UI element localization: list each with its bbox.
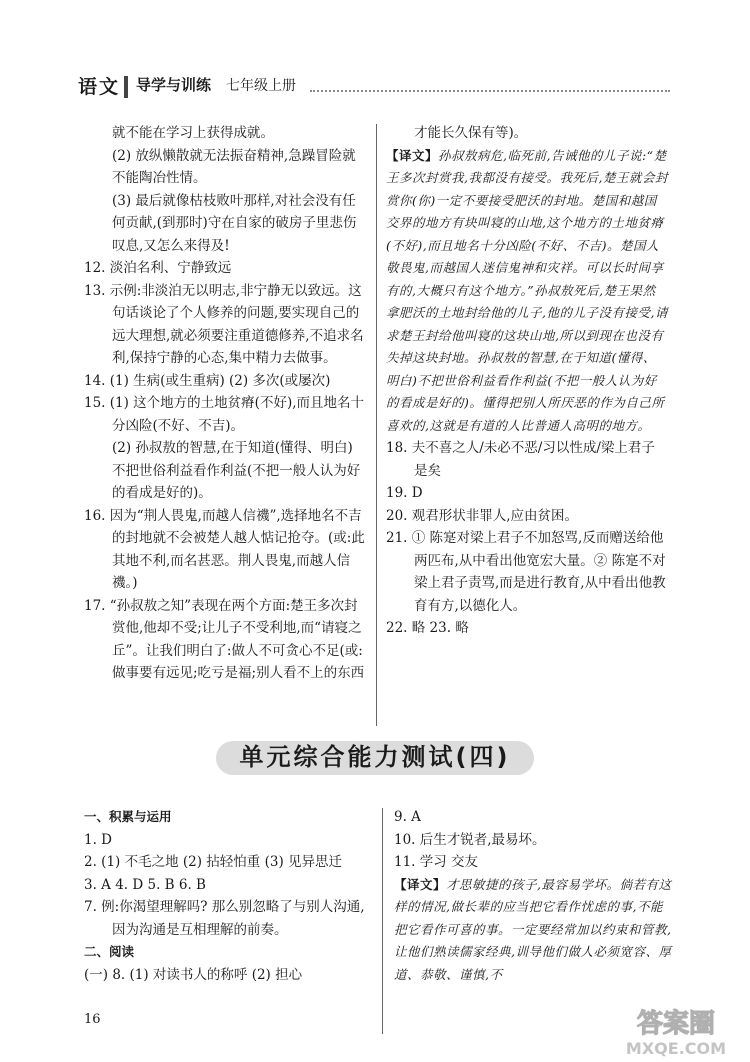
section-heading: 二、阅读 <box>84 944 135 959</box>
answers-column-bottom-left <box>84 806 366 986</box>
answer-item-21: 21. ① 陈寔对梁上君子不加怒骂,反而赠送给他两匹布,从中看出他宽宏大量。② 陈寔不对梁上君子责骂,而是进行教育,从中看出他教育有方,以德化人。 <box>386 530 666 614</box>
translation-text: 孙叔敖病危,临死前,告诫他的儿子说:“楚王多次封赏我,我都没有接受。我死后,楚王就会封赏你(你)一定不要接受肥沃的封地。楚国和越国交界的地方有块叫寝的山地,这个地方的土地贫瘠(不好),而且地名十分凶险(不好、不吉)。楚国人敬畏鬼,而越国人迷信鬼神和灾祥。可以长时间享有的,大概只有这个地方。”孙叔敖死后,楚王果然拿肥沃的土地封给他的儿子,他的儿子没有接受,请求楚王封给他叫寝的这块山地,所以到现在也没有失掉这块封地。孙叔敖的智慧,在于知道(懂得、明白)不把世俗利益看作利益(不把一般人认为好的看成是好的)。懂得把别人所厌恶的作为自己所喜欢的,这就是有道的人比普通人高明的地方。 <box>386 147 668 433</box>
answer-item-8: (一) 8. (1) 对读书人的称呼 (2) 担心 <box>84 966 303 983</box>
answer-line: (2) 放纵懒散就无法振奋精神,急躁冒险就不能陶冶性情。 <box>112 147 356 186</box>
answer-item-13: 13. 示例:非淡泊无以明志,非宁静无以致远。这句话谈论了个人修养的问题,要实现自己的远大理想,就必须要注重道德修养,不追求名利,保持宁静的心态,集中精力去做事。 <box>84 282 364 366</box>
answer-item-11: 11. 学习 交友 <box>394 854 479 870</box>
answer-item-7: 7. 例:你渴望理解吗? 那么别忽略了与别人沟通,因为沟通是互相理解的前奏。 <box>84 899 365 938</box>
answer-line: (2) 孙叔敖的智慧,在于知道(懂得、明白)不把世俗利益看作利益(不把一般人认为好的看成是好的)。 <box>112 440 361 501</box>
answer-line: (3) 最后就像枯枝败叶那样,对社会没有任何贡献,(到那时)守在自家的破房子里悲伤叹息,又怎么来得及! <box>112 192 357 254</box>
answer-item-17: 17. “孙叔敖之知”表现在两个方面:楚王多次封赏他,他却不受;让儿子不受利地,而“请寝之丘”。让我们明白了:做人不可贪心不足(或:做事要有远见;吃亏是福;别人看不上的东西 <box>84 597 365 681</box>
answer-item-15: 15. (1) 这个地方的土地贫瘠(不好),而且地名十分凶险(不好、不吉)。 <box>84 395 364 434</box>
answer-item-22-23: 22. 略 23. 略 <box>386 620 469 636</box>
answer-item-1: 1. D <box>84 831 112 848</box>
answer-item-16: 16. 因为“荆人畏鬼,而越人信禨”,选择地名不吉的封地就不会被楚人越人惦记抢夺。(或:此其地不利,而名甚恶。荆人畏鬼,而越人信禨。) <box>84 507 365 591</box>
section-banner <box>216 735 534 779</box>
book-series-title: 导学与训练 <box>136 76 212 94</box>
column-divider <box>376 124 377 726</box>
answer-line: 才能长久保有等)。 <box>414 125 528 141</box>
subject-title: 语文 <box>78 76 121 98</box>
translation-label: 【译文】 <box>394 876 447 892</box>
svg-text:MXQE.COM: MXQE.COM <box>625 1039 727 1058</box>
answer-item-10: 10. 后生才锐者,最易坏。 <box>394 831 546 848</box>
page-number: 16 <box>84 1012 101 1027</box>
answer-item-20: 20. 观君形状非罪人,应由贫困。 <box>386 507 579 524</box>
translation-text: 才思敏捷的孩子,最容易学坏。倘若有这样的情况,做长辈的应当把它看作忧虑的事,不能把它看作可喜的事。一定要经常加以约束和管教,让他们熟读儒家经典,训导他们做人必须宽容、厚道、恭敬、谨慎,不 <box>394 876 672 982</box>
banner-title: 单元综合能力测试(四) <box>239 743 511 771</box>
answer-item-18: 18. 夫不喜之人/未必不恶/习以性成/梁上君子是矣 <box>386 440 655 479</box>
column-divider <box>382 808 383 1034</box>
answers-column-bottom-right <box>394 806 672 986</box>
header-dotted-rule <box>310 90 670 92</box>
answer-item-14: 14. (1) 生病(或生重病) (2) 多次(或屡次) <box>84 372 331 389</box>
answer-item-12: 12. 淡泊名利、宁静致远 <box>84 260 232 276</box>
grade-label: 七年级上册 <box>226 78 296 94</box>
answer-item-2: 2. (1) 不毛之地 (2) 拈轻怕重 (3) 见异思迁 <box>84 854 342 870</box>
answers-column-top-right <box>386 122 668 640</box>
translation-block <box>394 874 672 987</box>
answer-item-9: 9. A <box>394 809 421 825</box>
svg-text:答案圈: 答案圈 <box>636 1009 716 1039</box>
answer-item-3-6: 3. A 4. D 5. B 6. B <box>84 876 206 893</box>
answer-line: 就不能在学习上获得成就。 <box>112 125 274 141</box>
answers-column-top-left <box>84 122 366 685</box>
watermark-logo <box>606 1002 746 1058</box>
section-heading: 一、积累与运用 <box>84 809 172 824</box>
answer-item-19: 19. D <box>386 485 423 501</box>
translation-label: 【译文】 <box>386 147 439 163</box>
translation-block <box>386 145 668 438</box>
running-header <box>78 70 670 104</box>
header-divider <box>124 76 128 98</box>
